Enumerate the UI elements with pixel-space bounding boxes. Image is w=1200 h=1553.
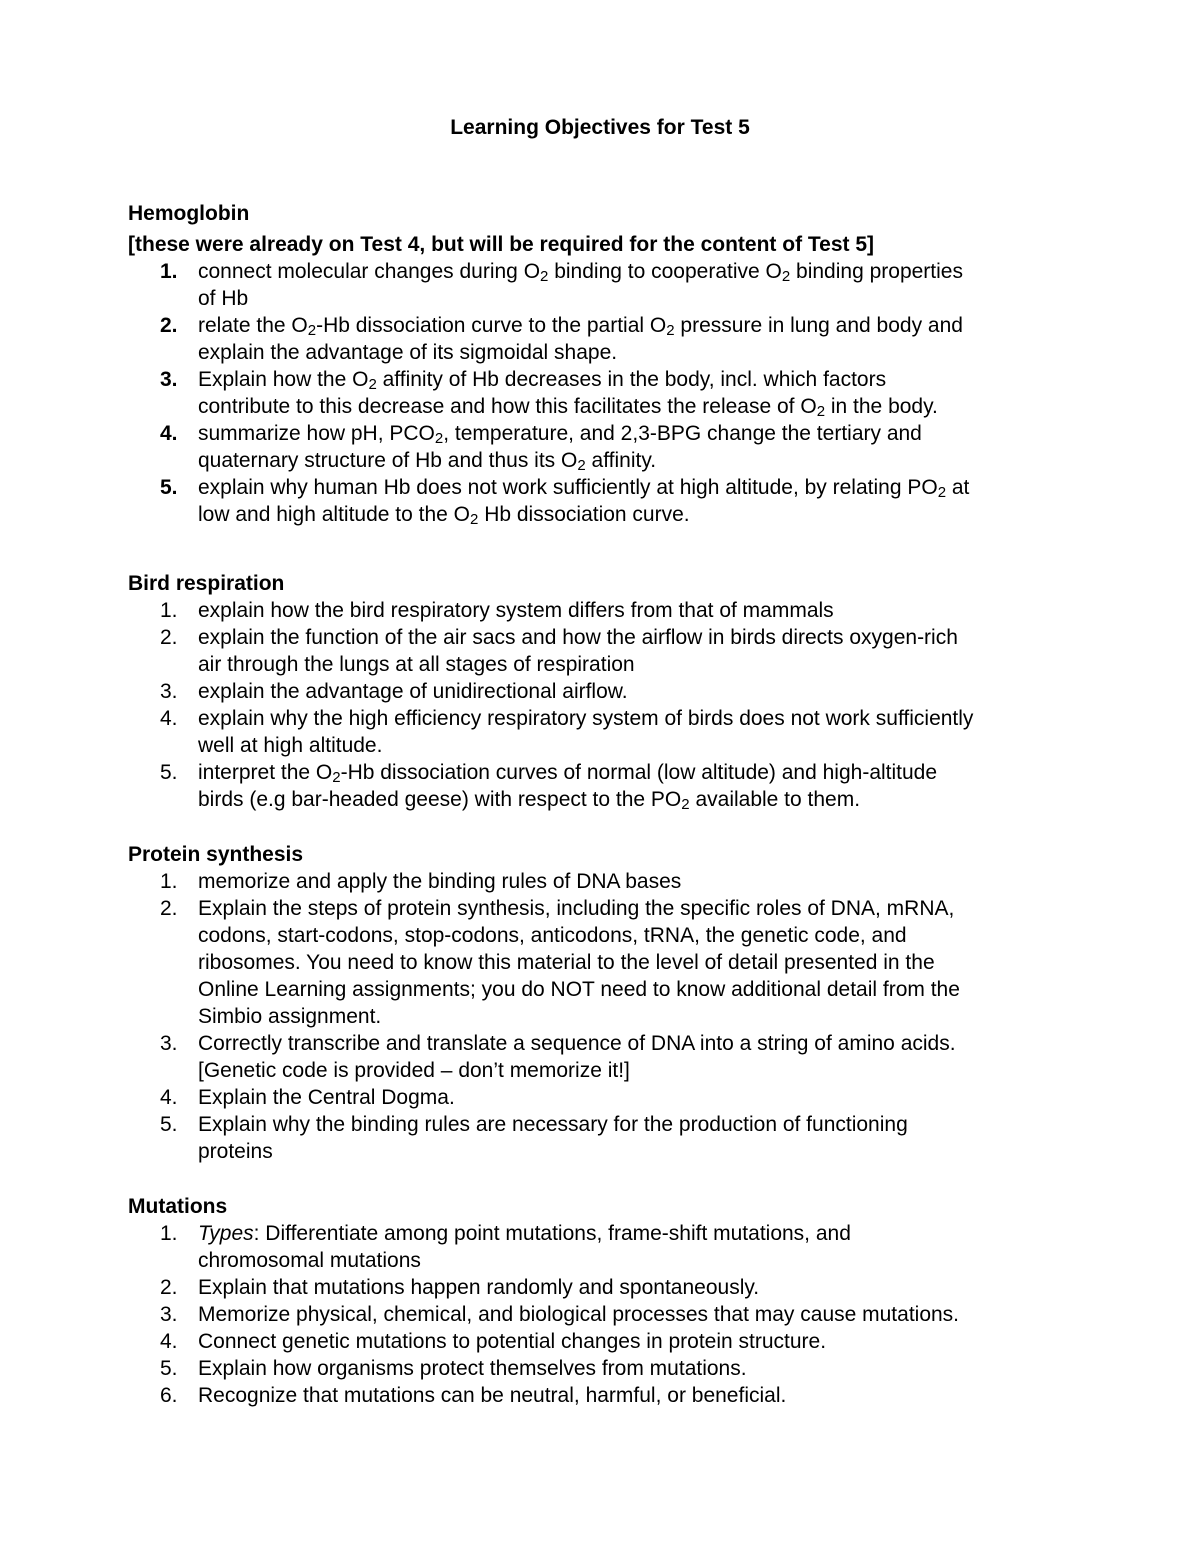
item-number: 2. bbox=[160, 897, 178, 920]
item-text-line: Explain the steps of protein synthesis, including the specific roles of DNA, mRNA, bbox=[198, 897, 955, 920]
objective-list bbox=[128, 258, 1088, 528]
page-title: Learning Objectives for Test 5 bbox=[450, 116, 750, 139]
item-text-line: interpret the $O_2-Hb$ dissociation curves of normal (low altitude) and high-altitude bbox=[198, 761, 938, 786]
objective-item bbox=[128, 312, 1088, 366]
item-number: 1. bbox=[160, 599, 178, 622]
objective-item bbox=[128, 1111, 1088, 1165]
objective-item bbox=[128, 868, 1088, 895]
item-text-line: codons, start-codons, stop-codons, anticodons, tRNA, the genetic code, and bbox=[198, 924, 907, 947]
item-number: 2. bbox=[160, 1276, 178, 1299]
item-number: 4. bbox=[160, 1330, 178, 1353]
objective-item bbox=[128, 705, 1088, 759]
item-text-line: Explain why the binding rules are necessary for the production of functioning bbox=[198, 1113, 908, 1136]
item-text-line: explain the function of the air sacs and how the airflow in birds directs oxygen-rich bbox=[198, 626, 958, 649]
item-number: 6. bbox=[160, 1384, 178, 1407]
item-text-line: well at high altitude. bbox=[198, 734, 383, 757]
objective-item bbox=[128, 420, 1088, 474]
item-text-line: Explain the Central Dogma. bbox=[198, 1086, 455, 1109]
item-text-line: of Hb bbox=[198, 287, 249, 310]
objective-item bbox=[128, 1328, 1088, 1355]
item-text-line: contribute to this decrease and how this facilitates the release of $O_2$ in the body. bbox=[198, 395, 938, 420]
item-text-line: explain the advantage of unidirectional airflow. bbox=[198, 680, 628, 703]
objective-list bbox=[128, 597, 1088, 813]
item-text-line: Explain how the $O_2$ affinity of Hb decreases in the body, incl. which factors bbox=[198, 368, 887, 393]
objective-item bbox=[128, 678, 1088, 705]
item-text-line: memorize and apply the binding rules of DNA bases bbox=[198, 870, 682, 893]
item-text-line: Connect genetic mutations to potential changes in protein structure. bbox=[198, 1330, 827, 1353]
item-text-line: low and high altitude to the $O_2$ Hb dissociation curve. bbox=[198, 503, 690, 528]
item-number: 2. bbox=[160, 314, 178, 337]
section-heading: Protein synthesis bbox=[128, 843, 304, 866]
item-text-line: explain the advantage of its sigmoidal shape. bbox=[198, 341, 618, 364]
item-number: 2. bbox=[160, 626, 178, 649]
item-number: 3. bbox=[160, 1032, 178, 1055]
item-text-line: ribosomes. You need to know this material to the level of detail presented in the bbox=[198, 951, 935, 974]
item-text-line: Explain that mutations happen randomly and spontaneously. bbox=[198, 1276, 760, 1299]
item-text-line: connect molecular changes during $O_2$ binding to cooperative $O_2$ binding properties bbox=[198, 260, 963, 285]
objective-item bbox=[128, 1355, 1088, 1382]
item-number: 5. bbox=[160, 1113, 178, 1136]
item-text-line: Simbio assignment. bbox=[198, 1005, 382, 1028]
item-number: 4. bbox=[160, 422, 178, 445]
objective-item bbox=[128, 759, 1088, 813]
item-number: 5. bbox=[160, 761, 178, 784]
item-text-line: summarize how pH, $PCO_2$, temperature, and 2,3-BPG change the tertiary and bbox=[198, 422, 922, 447]
objective-item bbox=[128, 1382, 1088, 1409]
item-number: 1. bbox=[160, 870, 178, 893]
item-text-line: [Genetic code is provided – don’t memorize it!] bbox=[198, 1059, 630, 1082]
item-text-line: Recognize that mutations can be neutral, harmful, or beneficial. bbox=[198, 1384, 787, 1407]
objective-item bbox=[128, 1220, 1088, 1274]
item-text-line: Online Learning assignments; you do NOT need to know additional detail from the bbox=[198, 978, 960, 1001]
item-number: 1. bbox=[160, 1222, 178, 1245]
item-text-line: Memorize physical, chemical, and biological processes that may cause mutations. bbox=[198, 1303, 960, 1326]
item-number: 4. bbox=[160, 707, 178, 730]
item-number: 3. bbox=[160, 1303, 178, 1326]
item-text-line: Explain how organisms protect themselves from mutations. bbox=[198, 1357, 747, 1380]
objective-item bbox=[128, 597, 1088, 624]
item-number: 5. bbox=[160, 1357, 178, 1380]
item-text-line: birds (e.g bar-headed geese) with respect to the $PO_2$ available to them. bbox=[198, 788, 861, 813]
section-hemoglobin bbox=[128, 200, 1088, 528]
objective-list bbox=[128, 1220, 1088, 1409]
objective-item bbox=[128, 474, 1088, 528]
item-text-line: chromosomal mutations bbox=[198, 1249, 421, 1272]
item-number: 3. bbox=[160, 680, 178, 703]
objective-item bbox=[128, 1030, 1088, 1084]
section-heading: Bird respiration bbox=[128, 572, 285, 595]
item-number: 1. bbox=[160, 260, 178, 283]
item-number: 4. bbox=[160, 1086, 178, 1109]
item-text-line: quaternary structure of Hb and thus its $O_2$ affinity. bbox=[198, 449, 657, 474]
objective-item bbox=[128, 1084, 1088, 1111]
objective-item bbox=[128, 366, 1088, 420]
objective-list bbox=[128, 868, 1088, 1165]
item-text-line: proteins bbox=[198, 1140, 273, 1163]
objective-item bbox=[128, 624, 1088, 678]
section-heading: Mutations bbox=[128, 1195, 228, 1218]
objective-item bbox=[128, 895, 1088, 1030]
item-text-line: Correctly transcribe and translate a sequence of DNA into a string of amino acids. bbox=[198, 1032, 956, 1055]
item-text-line: relate the $O_2-Hb$ dissociation curve to the partial $O_2$ pressure in lung and body and bbox=[198, 314, 963, 339]
objective-item bbox=[128, 258, 1088, 312]
item-number: 5. bbox=[160, 476, 178, 499]
item-number: 3. bbox=[160, 368, 178, 391]
item-text-line: explain how the bird respiratory system differs from that of mammals bbox=[198, 599, 834, 622]
item-text-line: explain why human Hb does not work sufficiently at high altitude, by relating $PO_2$ at bbox=[198, 476, 970, 501]
item-text-line: explain why the high efficiency respiratory system of birds does not work sufficiently bbox=[198, 707, 974, 730]
objective-item bbox=[128, 1274, 1088, 1301]
item-text-line: Types: Differentiate among point mutations, frame-shift mutations, and bbox=[198, 1222, 851, 1245]
item-text-line: air through the lungs at all stages of respiration bbox=[198, 653, 635, 676]
objective-item bbox=[128, 1301, 1088, 1328]
section-protein-synthesis bbox=[128, 841, 1088, 1165]
section-bird-respiration bbox=[128, 570, 1088, 813]
section-heading: Hemoglobin bbox=[128, 202, 250, 225]
section-note: [these were already on Test 4, but will be required for the content of Test 5] bbox=[128, 233, 875, 256]
section-mutations bbox=[128, 1193, 1088, 1409]
